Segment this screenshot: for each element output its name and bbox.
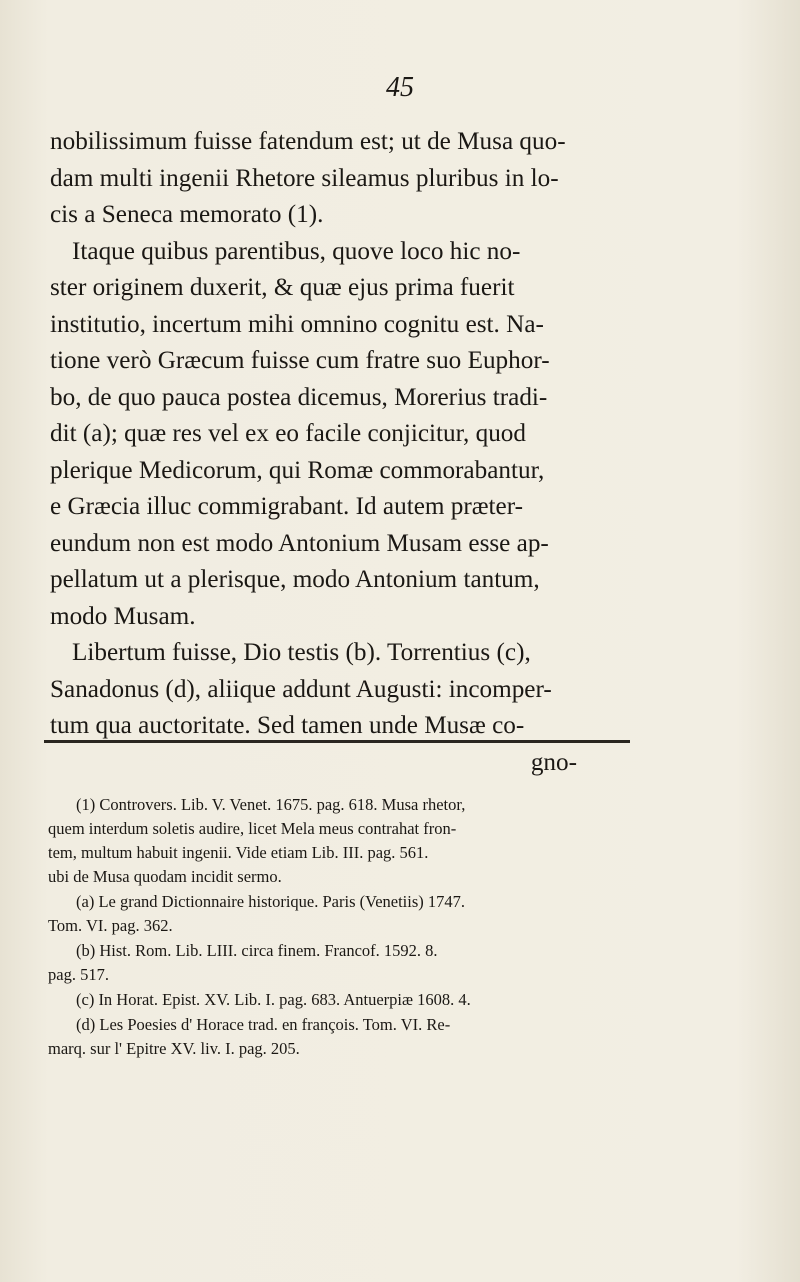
footnotes [48, 793, 630, 1062]
body-line: nobilissimum fuisse fatendum est; ut de Musa quo- [50, 128, 566, 155]
footnote-line: tem, multum habuit ingenii. Vide etiam Lib. III. pag. 561. [48, 843, 429, 862]
body-line: bo, de quo pauca postea dicemus, Morerius tradi- [50, 383, 548, 411]
footnote-c [48, 988, 630, 1012]
body-line: plerique Medicorum, qui Romæ commorabantur, [50, 456, 545, 484]
footnote-line: (a) Le grand Dictionnaire historique. Paris (Venetiis) 1747. [76, 892, 466, 911]
footnote-line: quem interdum soletis audire, licet Mela meus contrahat fron- [48, 819, 457, 838]
page-number: 45 [386, 72, 414, 103]
body-line: dit (a); quæ res vel ex eo facile conjicitur, quod [50, 420, 526, 447]
body-line: pellatum ut a plerisque, modo Antonium tantum, [50, 566, 540, 593]
body-line: institutio, incertum mihi omnino cognitu est. Na- [50, 310, 544, 338]
body-line: modo Musam. [50, 602, 196, 630]
body-line: cis a Seneca memorato (1). [50, 201, 324, 228]
body-text [50, 124, 625, 781]
body-line: tione verò Græcum fuisse cum fratre suo Euphor- [50, 347, 550, 374]
footnote-line: marq. sur l' Epitre XV. liv. I. pag. 205. [48, 1039, 300, 1058]
body-line: dam multi ingenii Rhetore sileamus pluribus in lo- [50, 164, 559, 192]
footnote-line: (b) Hist. Rom. Lib. LIII. circa finem. Francof. 1592. 8. [76, 941, 438, 960]
body-line: Libertum fuisse, Dio testis (b). Torrentius (c), [72, 639, 531, 666]
footnote-d [48, 1013, 630, 1061]
footnote-1 [48, 793, 630, 889]
body-line: tum qua auctoritate. Sed tamen unde Musæ co- [50, 712, 525, 739]
footnote-a [48, 890, 630, 938]
footnote-line: (1) Controvers. Lib. V. Venet. 1675. pag. 618. Musa rhetor, [76, 795, 466, 814]
footnote-divider [44, 740, 630, 743]
body-line: ster originem duxerit, & quæ ejus prima fuerit [50, 274, 515, 301]
footnote-line: (d) Les Poesies d' Horace trad. en françois. Tom. VI. Re- [76, 1015, 451, 1034]
footnote-line: pag. 517. [48, 965, 109, 984]
body-line: Sanadonus (d), aliique addunt Augusti: incomper- [50, 675, 552, 703]
footnote-line: Tom. VI. pag. 362. [48, 916, 173, 935]
footnote-line: (c) In Horat. Epist. XV. Lib. I. pag. 683. Antuerpiæ 1608. 4. [76, 990, 471, 1009]
body-line: eundum non est modo Antonium Musam esse ap- [50, 529, 549, 557]
footnote-line: ubi de Musa quodam incidit sermo. [48, 867, 282, 886]
body-line: Itaque quibus parentibus, quove loco hic no- [72, 237, 521, 265]
body-line: e Græcia illuc commigrabant. Id autem præter- [50, 493, 523, 520]
footnote-b [48, 939, 630, 987]
catchword: gno- [530, 748, 577, 776]
